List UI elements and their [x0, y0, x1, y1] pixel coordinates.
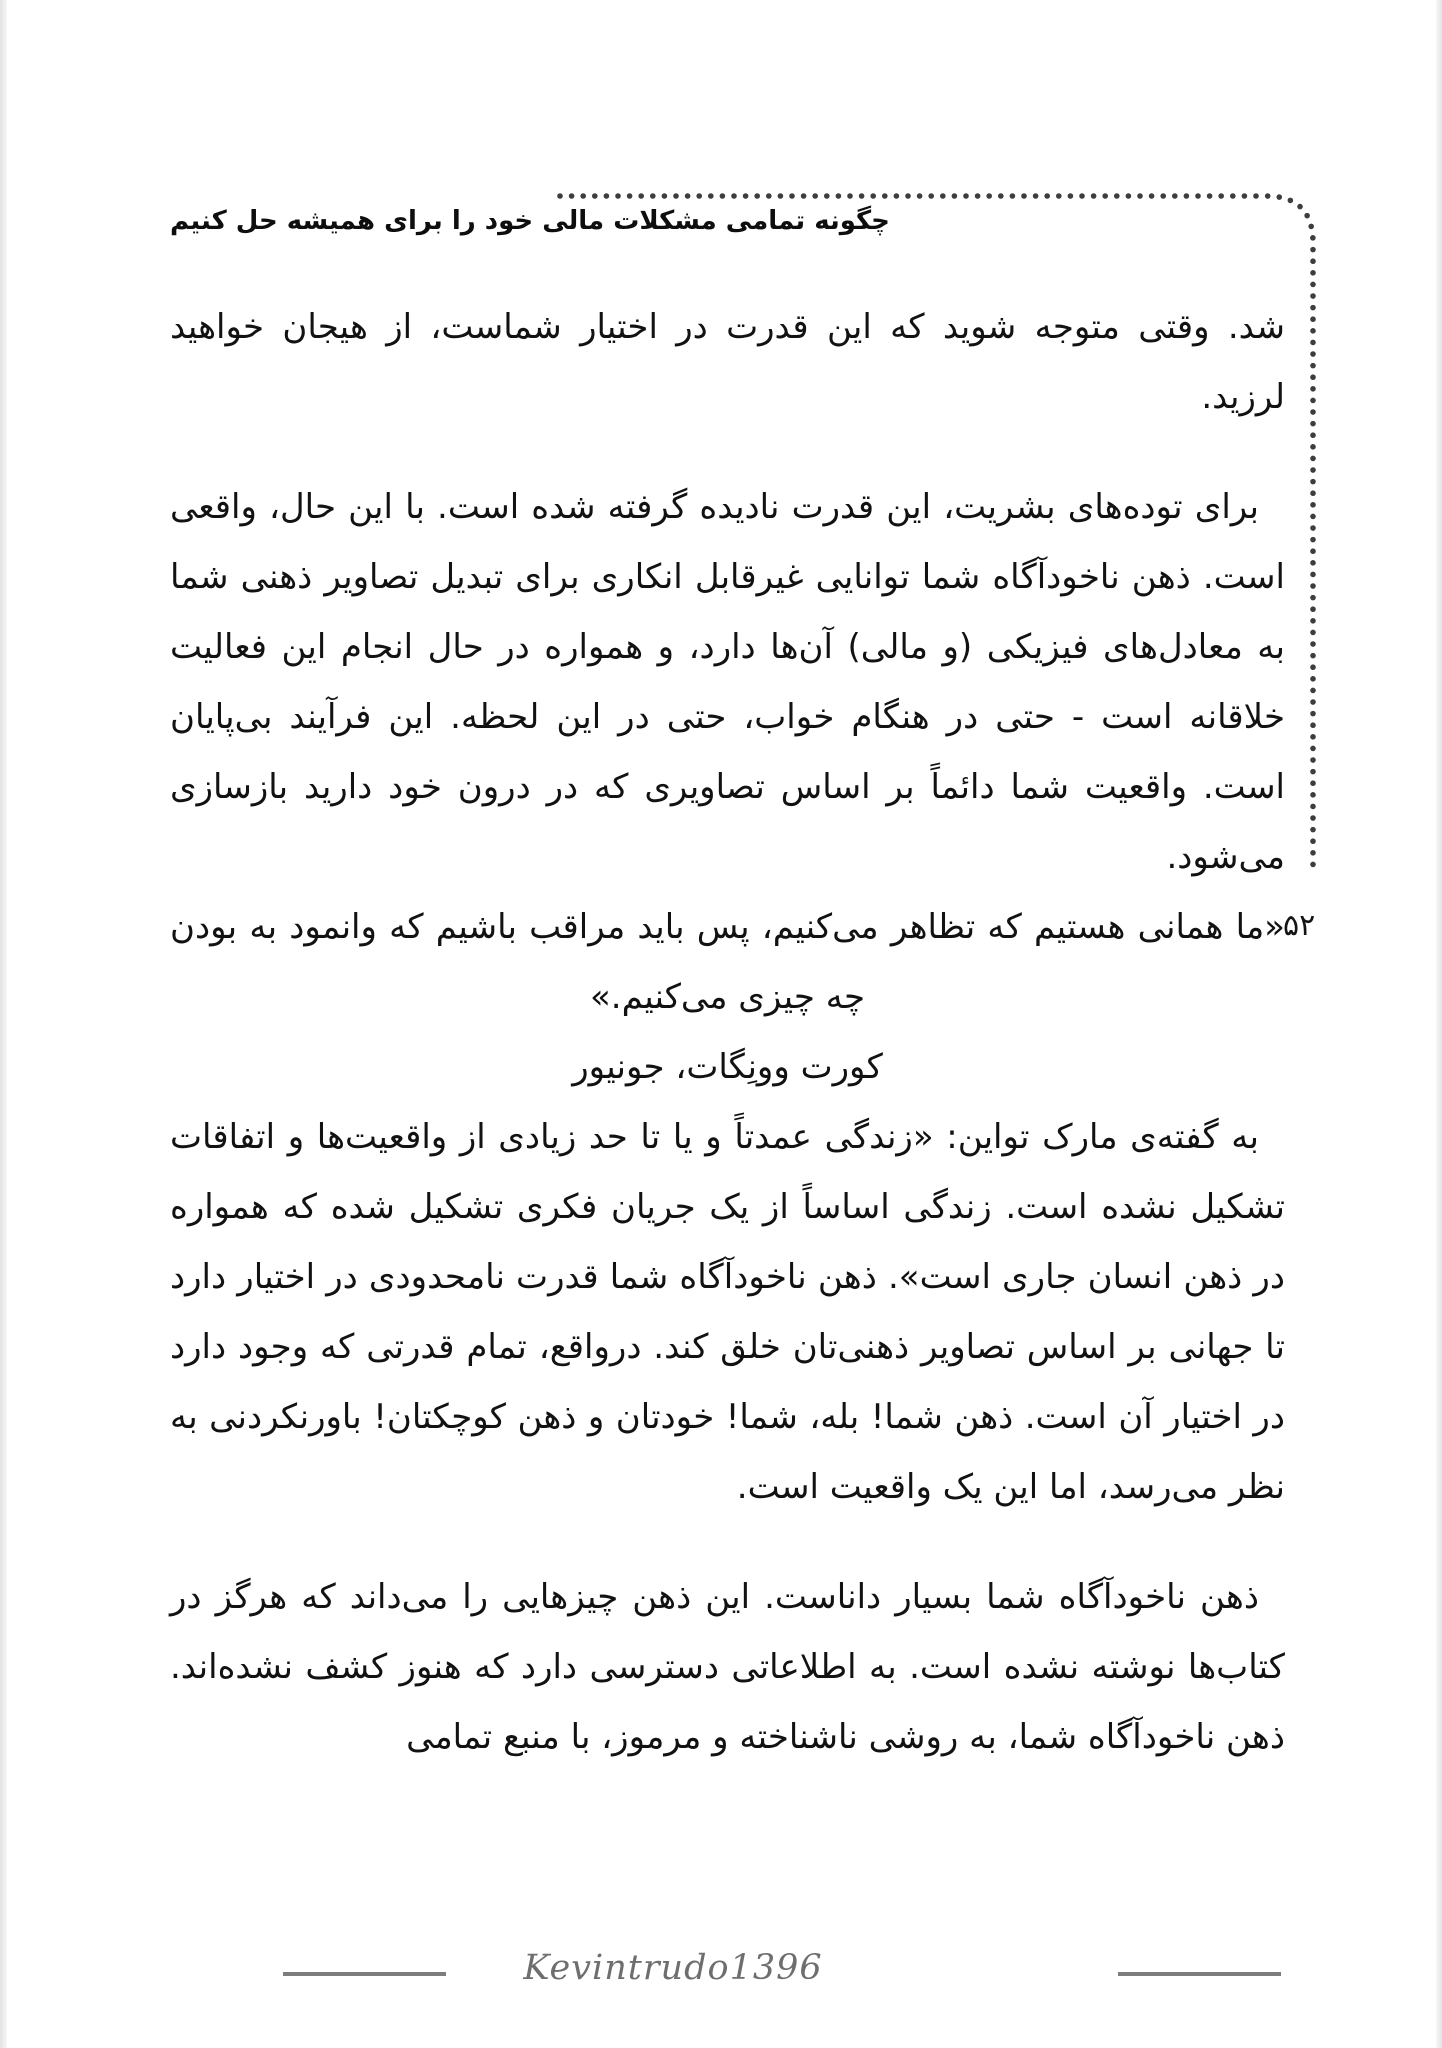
epigraph-quote: «ما همانی هستیم که تظاهر می‌کنیم، پس باید مراقب باشیم که وانمود به بودن چه چیزی می‌کنیم.»	[170, 907, 1285, 1017]
paragraph-mark-twain: به گفته‌ی مارک تواین: «زندگی عمدتاً و یا تا حد زیادی از واقعیت‌ها و اتفاقات تشکیل نشده است. زندگی اساساً از یک جریان فکری تشکیل شده که همواره در ذهن انسان جاری است». ذهن ناخودآگاه شما قدرت نامحدودی در اختیار دارد تا جهانی بر اساس تصاویر ذهنی‌تان خلق کند. درواقع، تمام قدرتی که وجود دارد در اختیار آن است. ذهن شما! بله، شما! خودتان و ذهن کوچکتان! باورنکردنی به نظر می‌رسد، اما این یک واقعیت است.	[170, 1117, 1285, 1507]
footer-watermark: Kevintrudo1396	[523, 1948, 823, 1988]
page-edge-right	[1436, 0, 1442, 2048]
quote-attribution: کورت وونِگات، جونیور	[572, 1047, 883, 1087]
paragraph-continuation: شد. وقتی متوجه شوید که این قدرت در اختیار شماست، از هیجان خواهید لرزید.	[170, 307, 1285, 417]
running-head-title: چگونه تمامی مشکلات مالی خود را برای همیشه حل کنیم	[170, 206, 890, 236]
paragraph-masses-power: برای توده‌های بشریت، این قدرت نادیده گرفته شده است. با این حال، واقعی است. ذهن ناخودآگاه شما توانایی غیرقابل انکاری برای تبدیل تصاویر ذهنی شما به معادل‌های فیزیکی (و مالی) آن‌ها دارد، و همواره در حال انجام این فعالیت خلاقانه است - حتی در هنگام خواب، حتی در این لحظه. این فرآیند بی‌پایان است. واقعیت شما دائماً بر اساس تصاویری که در درون خود دارید بازسازی می‌شود.	[170, 487, 1285, 877]
paragraph-subconscious-knowledge: ذهن ناخودآگاه شما بسیار داناست. این ذهن چیزهایی را می‌داند که هرگز در کتاب‌ها نوشته نشده است. به اطلاعاتی دسترسی دارد که هنوز کشف نشده‌اند. ذهن ناخودآگاه شما، به روشی ناشناخته و مرموز، با منبع تمامی	[170, 1577, 1285, 1757]
footer	[0, 1948, 1442, 2008]
page-edge-left	[0, 0, 7, 2048]
text-column	[170, 292, 1285, 1772]
page-number: ۵۲	[1283, 908, 1316, 943]
